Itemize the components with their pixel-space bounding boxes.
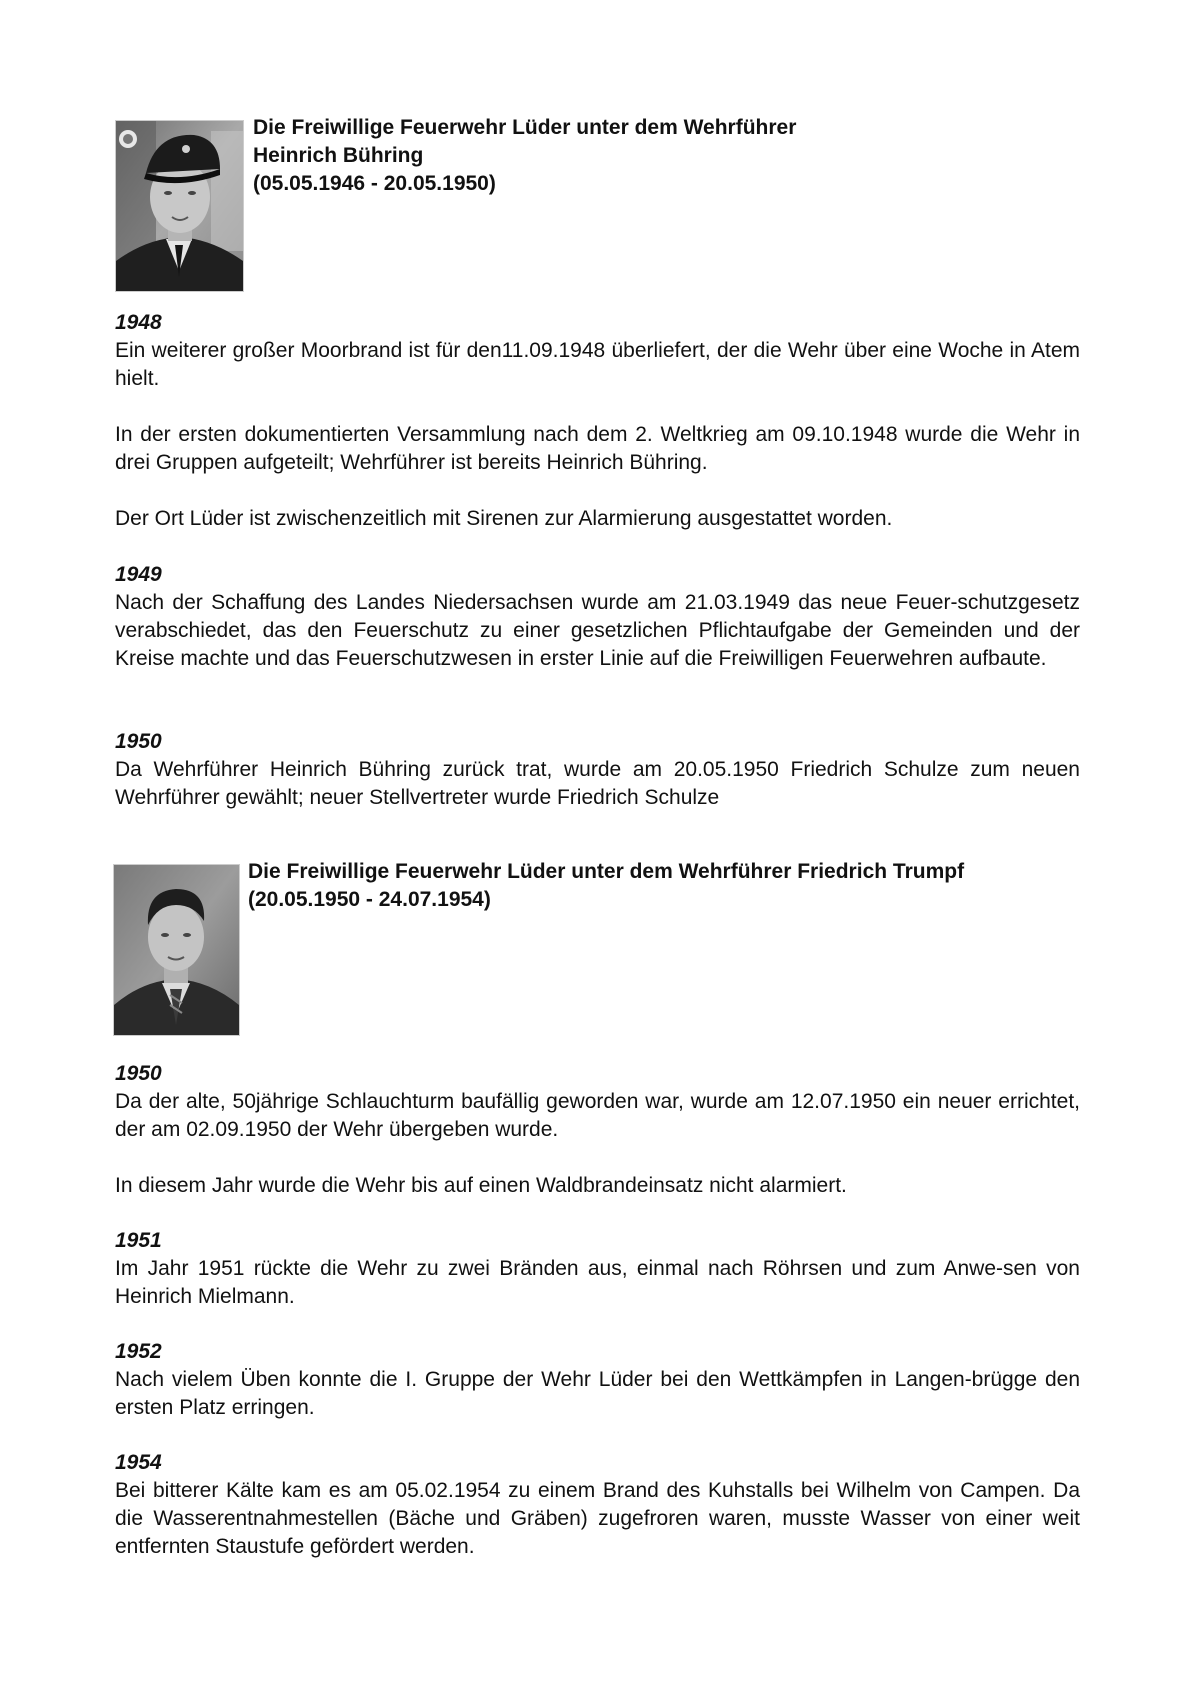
paragraph: Der Ort Lüder ist zwischenzeitlich mit Sirenen zur Alarmierung ausgestattet worden. (115, 507, 893, 530)
paragraph: Bei bitterer Kälte kam es am 05.02.1954 zu einem Brand des Kuhstalls bei Wilhelm von Campen. Da die Wasserentnahmestellen (Bäche und Gräben) zugefroren waren, musste Wasser von einer weit entfernten Staustufe gefördert werden. (115, 1479, 1080, 1558)
entry-1948 (115, 309, 1080, 533)
paragraph: In der ersten dokumentierten Versammlung nach dem 2. Weltkrieg am 09.10.1948 wurde die Wehr in drei Gruppen aufgeteilt; Wehrführer ist bereits Heinrich Bühring. (115, 423, 1080, 474)
paragraph: Ein weiterer großer Moorbrand ist für den11.09.1948 überliefert, der die Wehr über eine Woche in Atem hielt. (115, 339, 1080, 390)
section-title-line: Die Freiwillige Feuerwehr Lüder unter dem Wehrführer (253, 116, 797, 139)
paragraph: Nach der Schaffung des Landes Niedersachsen wurde am 21.03.1949 das neue Feuer-schutzgesetz verabschiedet, das den Feuerschutz zu einer gesetzlichen Pflichtaufgabe der Gemeinden und der Kreise machte und das Feuerschutzwesen in erster Linie auf die Freiwilligen Feuerwehren aufbaute. (115, 591, 1080, 670)
entry-1952 (115, 1338, 1080, 1422)
year-heading: 1951 (115, 1229, 162, 1252)
paragraph: Da der alte, 50jährige Schlauchturm baufällig geworden war, wurde am 12.07.1950 ein neuer errichtet, der am 02.09.1950 der Wehr übergeben wurde. (115, 1090, 1080, 1141)
section-header-trumpf (115, 860, 1080, 1036)
section-title-buehring (253, 114, 796, 198)
paragraph: Da Wehrführer Heinrich Bühring zurück trat, wurde am 20.05.1950 Friedrich Schulze zum neuen Wehrführer gewählt; neuer Stellvertreter wurde Friedrich Schulze (115, 758, 1080, 809)
entry-1950-a (115, 728, 1080, 812)
year-heading: 1952 (115, 1340, 162, 1363)
entry-1950-b (115, 1060, 1080, 1200)
entry-1949 (115, 561, 1080, 673)
section-title-name: Heinrich Bühring (253, 144, 424, 167)
year-heading: 1949 (115, 563, 162, 586)
year-heading: 1948 (115, 311, 162, 334)
section-header-buehring (115, 116, 1080, 292)
year-heading: 1950 (115, 730, 162, 753)
section-title-trumpf (248, 858, 964, 914)
year-heading: 1950 (115, 1062, 162, 1085)
portrait-photo-friedrich-trumpf (113, 864, 240, 1036)
portrait-photo-heinrich-buehring (115, 120, 244, 292)
section-title-period: (05.05.1946 - 20.05.1950) (253, 172, 496, 195)
paragraph: In diesem Jahr wurde die Wehr bis auf einen Waldbrandeinsatz nicht alarmiert. (115, 1174, 847, 1197)
paragraph: Nach vielem Üben konnte die I. Gruppe der Wehr Lüder bei den Wettkämpfen in Langen-brügge den ersten Platz erringen. (115, 1368, 1080, 1419)
paragraph: Im Jahr 1951 rückte die Wehr zu zwei Bränden aus, einmal nach Röhrsen und zum Anwe-sen von Heinrich Mielmann. (115, 1257, 1080, 1308)
year-heading: 1954 (115, 1451, 162, 1474)
entry-1954 (115, 1449, 1080, 1561)
entry-1951 (115, 1227, 1080, 1311)
section-title-period: (20.05.1950 - 24.07.1954) (248, 888, 491, 911)
section-title-line: Die Freiwillige Feuerwehr Lüder unter dem Wehrführer Friedrich Trumpf (248, 860, 965, 883)
